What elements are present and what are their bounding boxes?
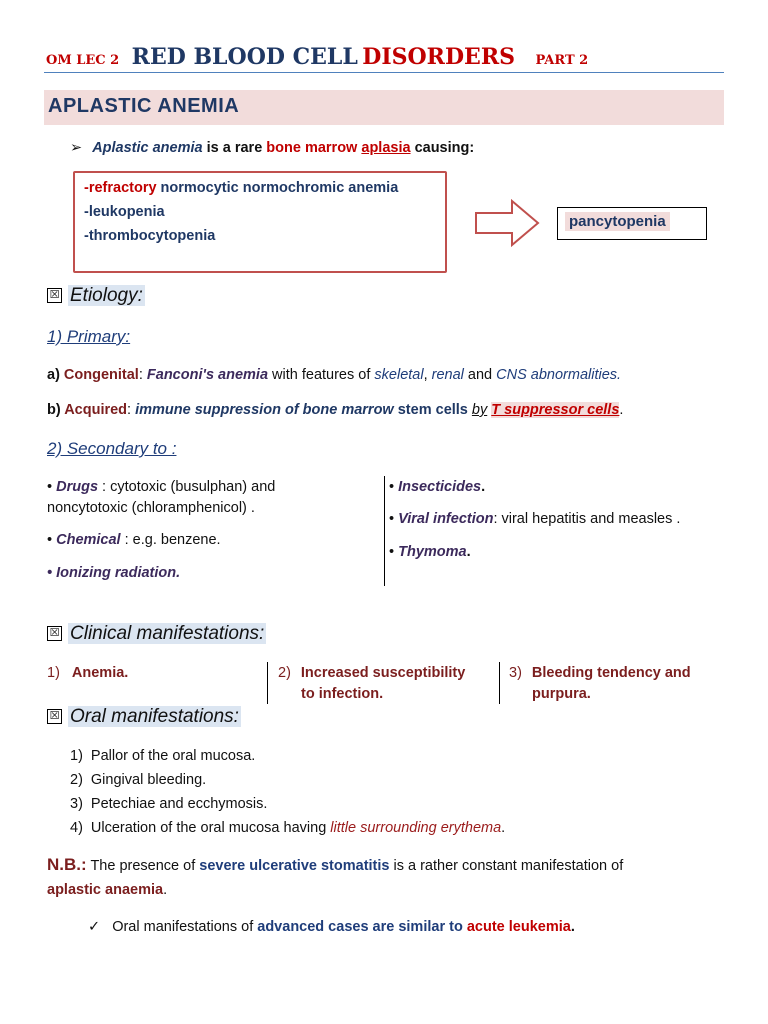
box-line-2: -leukopenia bbox=[84, 204, 165, 220]
checkbox-x-icon: ☒ bbox=[47, 288, 62, 303]
drugs-line-2: noncytotoxic (chloramphenicol) . bbox=[47, 500, 255, 516]
right-arrow-icon bbox=[474, 199, 540, 247]
acquired-line: b) Acquired: immune suppression of bone marrow stem cells by T suppressor cells. bbox=[47, 402, 624, 418]
nb-line-1: N.B.: The presence of severe ulcerative stomatitis is a rather constant manifestation of bbox=[47, 855, 624, 874]
clinical-heading: ☒ Clinical manifestations: bbox=[47, 623, 266, 645]
oral-list-item: 4) Ulceration of the oral mucosa having little surrounding erythema. bbox=[70, 820, 506, 836]
drugs-line-1: • Drugs : cytotoxic (busulphan) and bbox=[47, 479, 276, 495]
chemical-line: • Chemical : e.g. benzene. bbox=[47, 532, 221, 548]
arrow-bullet-icon: ➢ bbox=[70, 140, 83, 156]
ionizing-line: • Ionizing radiation. bbox=[47, 565, 181, 581]
header-title-part-a: RED BLOOD CELL bbox=[131, 44, 358, 70]
header-title-part-b: DISORDERS bbox=[362, 44, 515, 70]
clinical-item-2: 2) Increased susceptibility bbox=[278, 665, 466, 681]
clinical-item-1: 1) Anemia. bbox=[47, 665, 129, 681]
oral-heading: ☒ Oral manifestations: bbox=[47, 706, 241, 728]
viral-line: • Viral infection: viral hepatitis and measles . bbox=[389, 511, 681, 527]
clinical-item-2-cont: to infection. bbox=[301, 686, 384, 702]
oral-list-item: 1) Pallor of the oral mucosa. bbox=[70, 748, 256, 764]
secondary-heading: 2) Secondary to : bbox=[47, 439, 177, 458]
column-divider bbox=[384, 476, 385, 586]
clinical-item-3: 3) Bleeding tendency and bbox=[509, 665, 691, 681]
clinical-divider-1 bbox=[267, 662, 268, 704]
section-title: APLASTIC ANEMIA bbox=[48, 95, 240, 117]
oral-list-item: 3) Petechiae and ecchymosis. bbox=[70, 796, 268, 812]
clinical-divider-2 bbox=[499, 662, 500, 704]
primary-heading: 1) Primary: bbox=[47, 327, 131, 346]
congenital-line: a) Congenital: Fanconi's anemia with features of skeletal, renal and CNS abnormalities. bbox=[47, 367, 622, 383]
document-header bbox=[46, 44, 588, 70]
part-label: PART 2 bbox=[535, 53, 589, 68]
checkmark-icon: ✓ bbox=[88, 919, 101, 935]
checkbox-x-icon: ☒ bbox=[47, 709, 62, 724]
box-line-3: -thrombocytopenia bbox=[84, 228, 216, 244]
thymoma-line: • Thymoma. bbox=[389, 544, 471, 560]
oral-list-item: 2) Gingival bleeding. bbox=[70, 772, 207, 788]
lecture-label: OM LEC 2 bbox=[46, 53, 120, 68]
nb-line-2: aplastic anaemia. bbox=[47, 882, 168, 898]
pancytopenia-box bbox=[557, 207, 707, 240]
insecticides-line: • Insecticides. bbox=[389, 479, 486, 495]
checkbox-x-icon: ☒ bbox=[47, 626, 62, 641]
final-note: ✓ Oral manifestations of advanced cases are similar to acute leukemia. bbox=[88, 919, 575, 935]
clinical-item-3-cont: purpura. bbox=[532, 686, 591, 702]
pancytopenia-label: pancytopenia bbox=[565, 212, 670, 231]
box-line-1: -refractory normocytic normochromic anemia bbox=[84, 180, 399, 196]
etiology-heading: ☒ Etiology: bbox=[47, 285, 145, 307]
header-divider bbox=[44, 72, 724, 73]
intro-line: ➢ Aplastic anemia is a rare bone marrow aplasia causing: bbox=[70, 140, 475, 156]
